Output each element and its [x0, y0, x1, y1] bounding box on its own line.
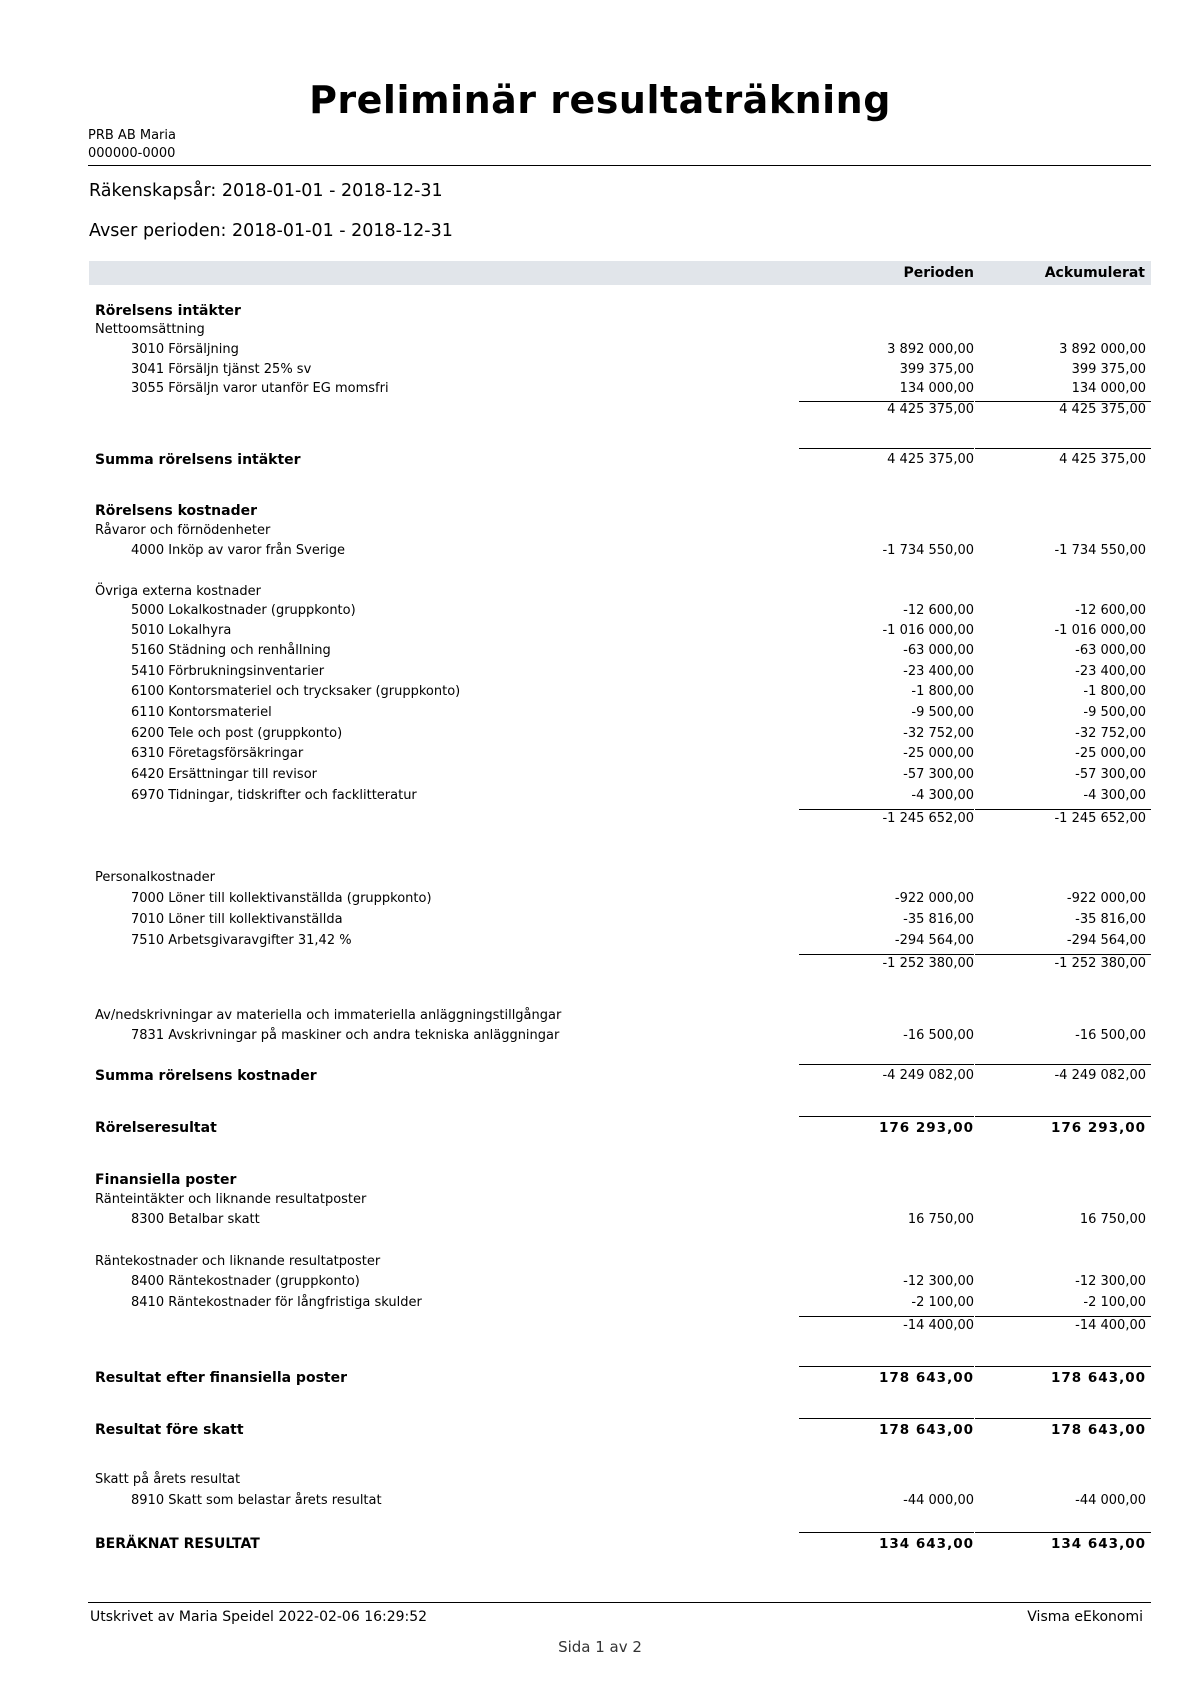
subtotal-row: -14 400,00 -14 400,00: [903, 1318, 1146, 1333]
company-info: [88, 127, 176, 163]
section-heading: Rörelsens kostnader: [95, 503, 258, 519]
table-row: 5000 Lokalkostnader (gruppkonto) -12 600,00 -12 600,00: [131, 603, 1146, 618]
total-line: [799, 1418, 974, 1419]
table-row: 6970 Tidningar, tidskrifter och facklitteratur -4 300,00 -4 300,00: [131, 788, 1146, 803]
table-row: 5410 Förbrukningsinventarier -23 400,00 -23 400,00: [131, 664, 1146, 679]
table-row: 8400 Räntekostnader (gruppkonto) -12 300,00 -12 300,00: [131, 1274, 1146, 1289]
total-line: [975, 1116, 1151, 1117]
total-line: [975, 1064, 1151, 1065]
total-line: [975, 1532, 1151, 1533]
table-row: 8410 Räntekostnader för långfristiga skulder -2 100,00 -2 100,00: [131, 1295, 1146, 1310]
group-heading: Övriga externa kostnader: [95, 584, 261, 599]
table-row: 5010 Lokalhyra -1 016 000,00 -1 016 000,00: [131, 623, 1146, 638]
page-number: Sida 1 av 2: [558, 1638, 642, 1656]
printed-by: Utskrivet av Maria Speidel 2022-02-06 16:29:52: [90, 1609, 428, 1625]
total-line: [799, 448, 974, 449]
total-line: [799, 1532, 974, 1533]
table-row: 7000 Löner till kollektivanställda (gruppkonto) -922 000,00 -922 000,00: [131, 891, 1146, 906]
footer-divider: [88, 1602, 1151, 1603]
subtotal-row: -1 252 380,00 -1 252 380,00: [882, 956, 1146, 971]
table-row: 7510 Arbetsgivaravgifter 31,42 % -294 564,00 -294 564,00: [131, 933, 1146, 948]
result-row: BERÄKNAT RESULTAT 134 643,00 134 643,00: [95, 1536, 1146, 1552]
table-row: 6310 Företagsförsäkringar -25 000,00 -25 000,00: [131, 746, 1146, 761]
group-heading: Av/nedskrivningar av materiella och immateriella anläggningstillgångar: [95, 1008, 562, 1023]
header-divider: [88, 165, 1151, 166]
report-period: Avser perioden: 2018-01-01 - 2018-12-31: [89, 221, 453, 241]
total-row: Summa rörelsens intäkter 4 425 375,00 4 425 375,00: [95, 452, 1146, 468]
table-row: 7010 Löner till kollektivanställda -35 816,00 -35 816,00: [131, 912, 1146, 927]
table-row: 4000 Inköp av varor från Sverige -1 734 550,00 -1 734 550,00: [131, 543, 1146, 558]
table-row: 5160 Städning och renhållning -63 000,00 -63 000,00: [131, 643, 1146, 658]
group-heading: Skatt på årets resultat: [95, 1472, 241, 1487]
vendor-name: Visma eEkonomi: [1027, 1609, 1143, 1625]
group-heading: Personalkostnader: [95, 870, 215, 885]
org-number: 000000-0000: [88, 146, 176, 161]
table-row: 3010 Försäljning 3 892 000,00 3 892 000,00: [131, 342, 1146, 357]
table-row: 8910 Skatt som belastar årets resultat -44 000,00 -44 000,00: [131, 1493, 1146, 1508]
column-header-accumulated: Ackumulerat: [1044, 265, 1145, 281]
table-row: 6420 Ersättningar till revisor -57 300,00 -57 300,00: [131, 767, 1146, 782]
group-heading: Råvaror och förnödenheter: [95, 523, 271, 538]
table-row: 6110 Kontorsmateriel -9 500,00 -9 500,00: [131, 705, 1146, 720]
total-line: [799, 1366, 974, 1367]
total-line: [975, 448, 1151, 449]
group-heading: Räntekostnader och liknande resultatposter: [95, 1254, 381, 1269]
total-line: [799, 1116, 974, 1117]
group-heading: Ränteintäkter och liknande resultatposter: [95, 1192, 367, 1207]
result-row: Resultat efter finansiella poster 178 643,00 178 643,00: [95, 1370, 1146, 1386]
company-name: PRB AB Maria: [88, 128, 176, 143]
table-row: 8300 Betalbar skatt 16 750,00 16 750,00: [131, 1212, 1146, 1227]
total-line: [975, 1418, 1151, 1419]
section-heading: Rörelsens intäkter: [95, 303, 241, 319]
subtotal-row: -1 245 652,00 -1 245 652,00: [882, 811, 1146, 826]
fiscal-year: Räkenskapsår: 2018-01-01 - 2018-12-31: [89, 181, 443, 201]
total-line: [799, 1064, 974, 1065]
table-row: 6100 Kontorsmateriel och trycksaker (gruppkonto) -1 800,00 -1 800,00: [131, 684, 1146, 699]
result-row: Resultat före skatt 178 643,00 178 643,00: [95, 1422, 1146, 1438]
table-row: 7831 Avskrivningar på maskiner och andra tekniska anläggningar -16 500,00 -16 500,00: [131, 1028, 1146, 1043]
column-header-period: Perioden: [903, 265, 974, 281]
page-title: Preliminär resultaträkning: [309, 78, 891, 122]
total-line: [975, 1366, 1151, 1367]
section-heading: Finansiella poster: [95, 1172, 237, 1188]
total-row: Summa rörelsens kostnader -4 249 082,00 -4 249 082,00: [95, 1068, 1146, 1084]
result-row: Rörelseresultat 176 293,00 176 293,00: [95, 1120, 1146, 1136]
table-row: 6200 Tele och post (gruppkonto) -32 752,00 -32 752,00: [131, 726, 1146, 741]
table-row: 3041 Försäljn tjänst 25% sv 399 375,00 399 375,00: [131, 362, 1146, 377]
subtotal-row: 4 425 375,00 4 425 375,00: [887, 402, 1146, 417]
table-row: 3055 Försäljn varor utanför EG momsfri 134 000,00 134 000,00: [131, 381, 1146, 396]
group-heading: Nettoomsättning: [95, 322, 205, 337]
table-header: [89, 261, 1151, 285]
